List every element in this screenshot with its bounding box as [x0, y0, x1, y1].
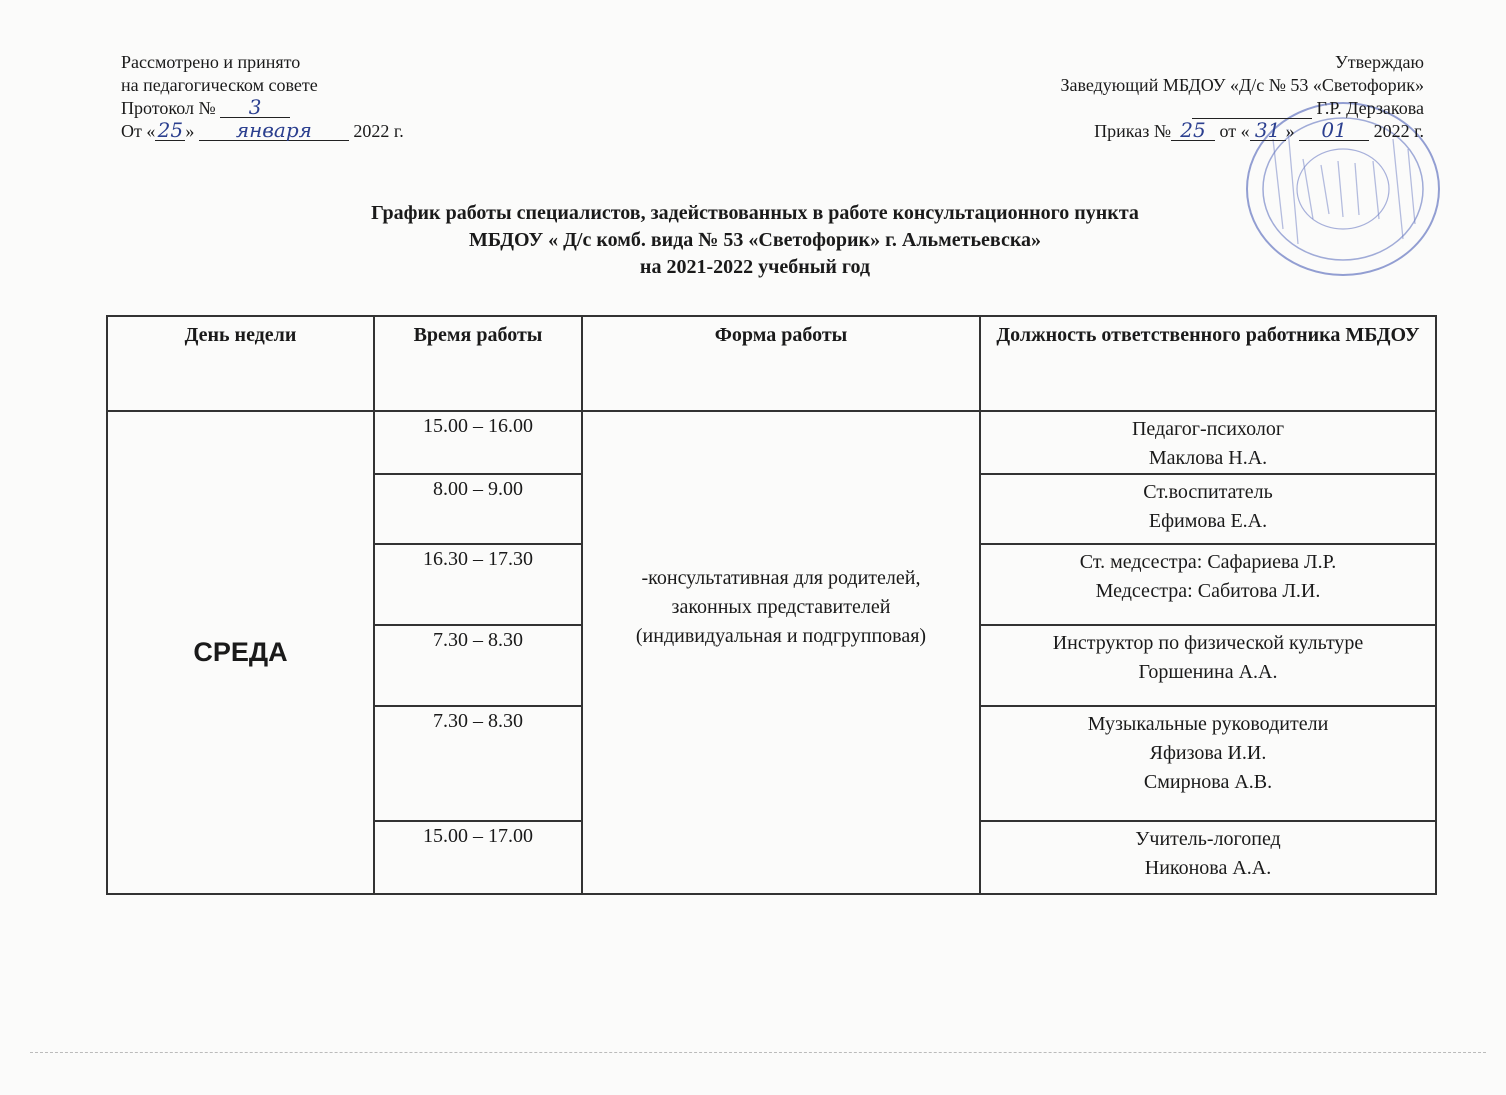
order-month-handwritten: 01	[1299, 121, 1369, 141]
order-number-handwritten: 25	[1171, 121, 1215, 141]
position-line: Смирнова А.В.	[1143, 771, 1273, 793]
time-cell: 15.00 – 16.00	[374, 411, 582, 474]
position-line: Ефимова Е.А.	[1148, 510, 1268, 532]
day-cell: СРЕДА	[107, 411, 374, 894]
form-line2: законных представителей	[671, 596, 891, 618]
position-line: Никонова А.А.	[1144, 857, 1272, 879]
order-mid: »	[1285, 121, 1295, 141]
document-title	[240, 200, 1270, 281]
head-name: Г.Р. Дерзакова	[1316, 98, 1424, 118]
date-month-handwritten: января	[199, 121, 349, 141]
head-name-line	[1060, 97, 1424, 120]
table-row	[107, 411, 1436, 474]
protocol-number-handwritten: 3	[220, 98, 290, 118]
form-of-work-cell	[582, 411, 980, 894]
header-time: Время работы	[374, 316, 582, 411]
header-position: Должность ответственного работника МБДОУ	[980, 316, 1436, 411]
time-cell: 7.30 – 8.30	[374, 706, 582, 821]
table-header-row	[107, 316, 1436, 411]
position-cell	[980, 821, 1436, 894]
order-day-handwritten: 31	[1250, 121, 1286, 141]
schedule-table	[106, 315, 1437, 895]
scan-edge-divider	[30, 1052, 1486, 1053]
date-day-handwritten: 25	[155, 121, 185, 141]
position-cell	[980, 706, 1436, 821]
council-date-line	[121, 120, 404, 143]
time-cell: 7.30 – 8.30	[374, 625, 582, 706]
title-line3: на 2021-2022 учебный год	[639, 256, 871, 278]
position-line: Ст.воспитатель	[1143, 481, 1273, 503]
date-mid: »	[185, 121, 195, 141]
position-cell	[980, 411, 1436, 474]
approval-right-line2: Заведующий МБДОУ «Д/с № 53 «Светофорик»	[1060, 75, 1424, 95]
order-line	[1060, 120, 1424, 143]
form-line1: -консультативная для родителей,	[641, 567, 921, 589]
approval-left-line1: Рассмотрено и принято	[121, 52, 301, 72]
position-cell	[980, 474, 1436, 544]
time-cell: 8.00 – 9.00	[374, 474, 582, 544]
date-prefix: От «	[121, 121, 156, 141]
time-cell: 16.30 – 17.30	[374, 544, 582, 625]
position-cell	[980, 544, 1436, 625]
position-line: Музыкальные руководители	[1087, 713, 1329, 735]
approval-left-block	[121, 51, 404, 143]
protocol-label: Протокол №	[121, 98, 216, 118]
position-line: Горшенина А.А.	[1138, 661, 1278, 683]
position-line: Яфизова И.И.	[1149, 742, 1267, 764]
position-line: Ст. медсестра: Сафариева Л.Р.	[1079, 551, 1337, 573]
approval-right-block	[1060, 51, 1424, 143]
position-line: Педагог-психолог	[1131, 418, 1285, 440]
order-from: от «	[1219, 121, 1250, 141]
order-year: 2022 г.	[1373, 121, 1424, 141]
header-form: Форма работы	[582, 316, 980, 411]
position-cell	[980, 625, 1436, 706]
title-line1: График работы специалистов, задействованных в работе консультационного пункта	[371, 202, 1139, 224]
date-year: 2022 г.	[353, 121, 404, 141]
order-prefix: Приказ №	[1094, 121, 1171, 141]
position-line: Учитель-логопед	[1135, 828, 1281, 850]
form-line3: (индивидуальная и подгрупповая)	[635, 625, 927, 647]
time-cell: 15.00 – 17.00	[374, 821, 582, 894]
title-line2: МБДОУ « Д/с комб. вида № 53 «Светофорик» г. Альметьевска»	[468, 229, 1042, 251]
approval-right-line1: Утверждаю	[1334, 52, 1424, 72]
approval-left-line2: на педагогическом совете	[121, 75, 318, 95]
position-line: Инструктор по физической культуре	[1052, 632, 1364, 654]
protocol-line	[121, 97, 404, 120]
signature-line	[1192, 99, 1312, 119]
header-day: День недели	[107, 316, 374, 411]
position-line: Маклова Н.А.	[1148, 447, 1268, 469]
position-line: Медсестра: Сабитова Л.И.	[1095, 580, 1321, 602]
